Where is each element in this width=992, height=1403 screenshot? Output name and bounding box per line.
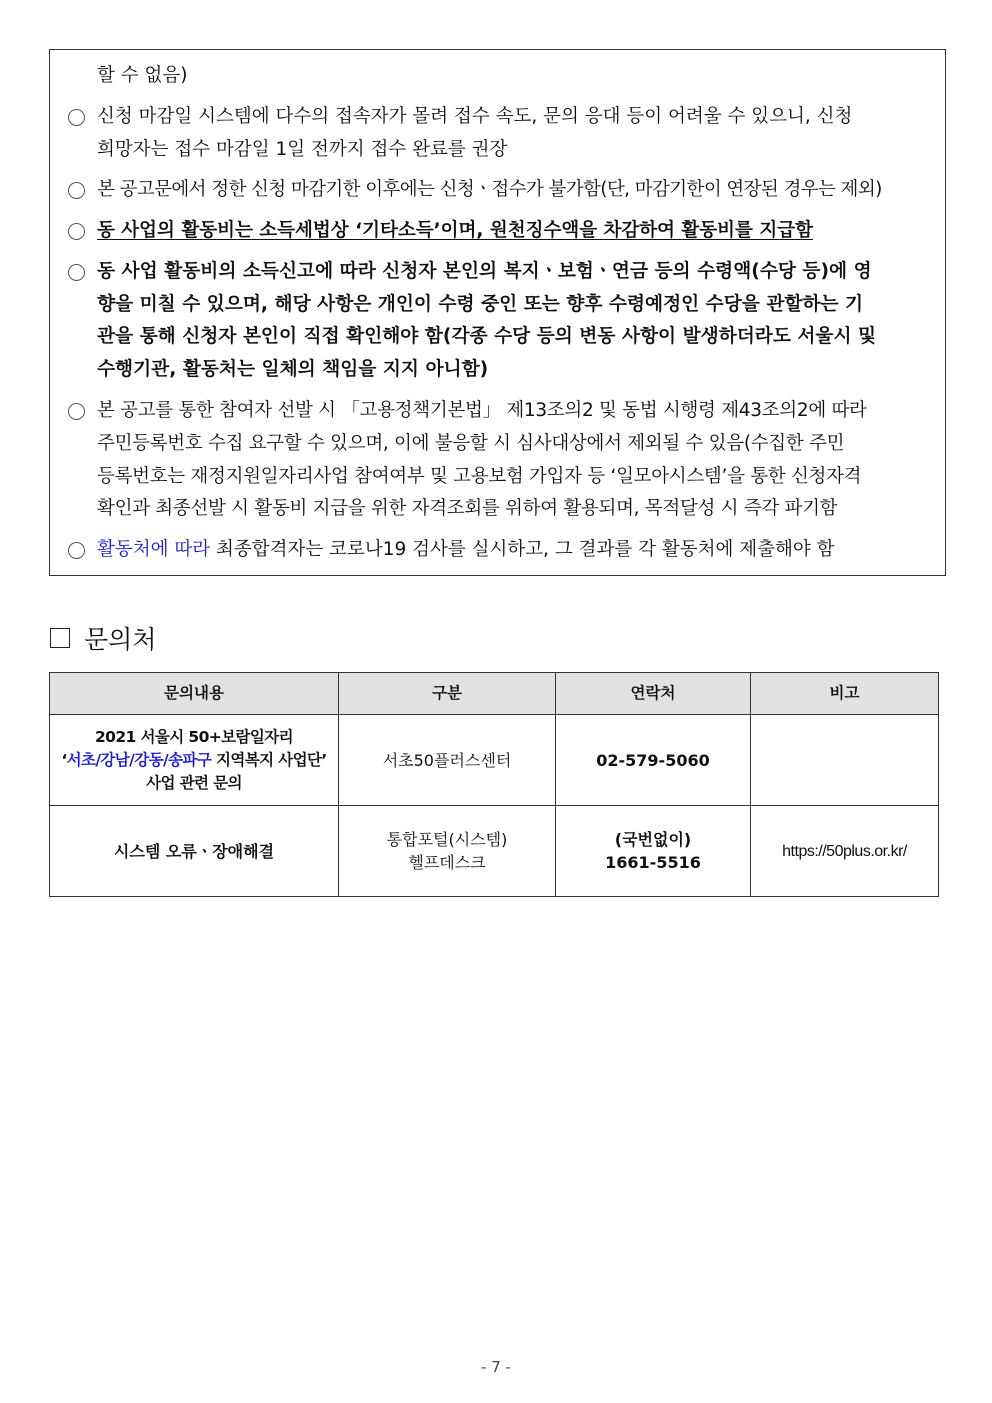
- inquiry-content-line-2: [50, 749, 338, 772]
- section-title-text: 문의처: [84, 625, 157, 654]
- notice-item-6-rest: 최종합격자는 코로나19 검사를 실시하고, 그 결과를 각 활동처에 제출해야 함: [210, 539, 835, 560]
- contact-cell: [556, 806, 751, 897]
- table-header-row: [50, 673, 939, 715]
- inquiry-content-line-2-rest: 지역복지 사업단’: [211, 750, 327, 769]
- category-cell: 서초50플러스센터: [339, 715, 556, 806]
- table-header-cell: 구분: [339, 673, 556, 715]
- notice-item-2-line-1: 본 공고문에서 정한 신청 마감기한 이후에는 신청ㆍ접수가 불가함(단, 마감기한이 연장된 경우는 제외): [97, 179, 882, 200]
- contact-cell: 02-579-5060: [556, 715, 751, 806]
- inquiry-content-cell: [50, 715, 339, 806]
- district-names: 서초/강남/강동/송파구: [66, 750, 212, 769]
- table-header-cell: 비고: [751, 673, 939, 715]
- page-number: - 7 -: [481, 1358, 511, 1376]
- inquiry-content-line-3: 사업 관련 문의: [146, 773, 242, 792]
- table-row: [50, 715, 939, 806]
- circle-bullet-icon: [68, 403, 85, 420]
- note-cell: [751, 715, 939, 806]
- circle-bullet-icon: [68, 542, 85, 559]
- inquiry-content-line-1: 2021 서울시 50+보람일자리: [94, 727, 294, 746]
- empty-square-icon: [50, 628, 70, 648]
- section-title: [50, 622, 156, 654]
- circle-bullet-icon: [68, 109, 85, 126]
- notice-item-1-line-2: 희망자는 접수 마감일 1일 전까지 접수 완료를 권장: [97, 139, 508, 160]
- table-header-cell: 문의내용: [50, 673, 339, 715]
- category-line-1: 통합포털(시스템): [386, 830, 508, 849]
- contact-line-2: 1661-5516: [605, 853, 701, 872]
- notice-item-6-highlight: 활동처에 따라: [97, 539, 211, 560]
- table-header-cell: 연락처: [556, 673, 751, 715]
- notice-item-5-line-4: 확인과 최종선발 시 활동비 지급을 위한 자격조회를 위하여 활용되며, 목적달성 시 즉각 파기함: [97, 498, 838, 519]
- category-cell: [339, 806, 556, 897]
- circle-bullet-icon: [68, 223, 85, 240]
- table-row: [50, 806, 939, 897]
- notice-item-1-line-1: 신청 마감일 시스템에 다수의 접속자가 몰려 접수 속도, 문의 응대 등이 어려울 수 있으니, 신청: [97, 106, 853, 127]
- inquiry-content-cell: 시스템 오류ㆍ장애해결: [50, 806, 339, 897]
- contact-line-1: (국번없이): [614, 830, 692, 849]
- notice-item-5-line-1: 본 공고를 통한 참여자 선발 시 「고용정책기본법」 제13조의2 및 동법 시행령 제43조의2에 따라: [97, 400, 867, 421]
- notice-item-5-line-3: 등록번호는 재정지원일자리사업 참여여부 및 고용보험 가입자 등 ‘일모아시스템’을 통한 신청자격: [97, 466, 862, 487]
- website-link[interactable]: https://50plus.or.kr/: [751, 806, 939, 897]
- notice-item-4-line-1: 동 사업 활동비의 소득신고에 따라 신청자 본인의 복지ㆍ보험ㆍ연금 등의 수령액(수당 등)에 영: [97, 261, 872, 282]
- notice-item-4-line-4: 수행기관, 활동처는 일체의 책임을 지지 아니함): [97, 359, 489, 380]
- notice-item-5-line-2: 주민등록번호 수집 요구할 수 있으며, 이에 불응할 시 심사대상에서 제외될 수 있음(수집한 주민: [97, 433, 845, 454]
- category-line-2: 헬프데스크: [408, 853, 486, 872]
- notice-item-4-line-2: 향을 미칠 수 있으며, 해당 사항은 개인이 수령 중인 또는 향후 수령예정인 수당을 관할하는 기: [97, 294, 864, 315]
- contact-table: [49, 672, 939, 897]
- circle-bullet-icon: [68, 182, 85, 199]
- quote-mark: ‘: [61, 750, 67, 769]
- notice-item-6-line-1: [97, 538, 834, 562]
- notice-item-4-line-3: 관을 통해 신청자 본인이 직접 확인해야 함(각종 수당 등의 변동 사항이 발생하더라도 서울시 및: [97, 326, 877, 347]
- circle-bullet-icon: [68, 264, 85, 281]
- notice-item-3-line-1: 동 사업의 활동비는 소득세법상 ‘기타소득’이며, 원천징수액을 차감하여 활동비를 지급함: [97, 220, 813, 241]
- notice-continuation-text: 할 수 없음): [97, 65, 188, 86]
